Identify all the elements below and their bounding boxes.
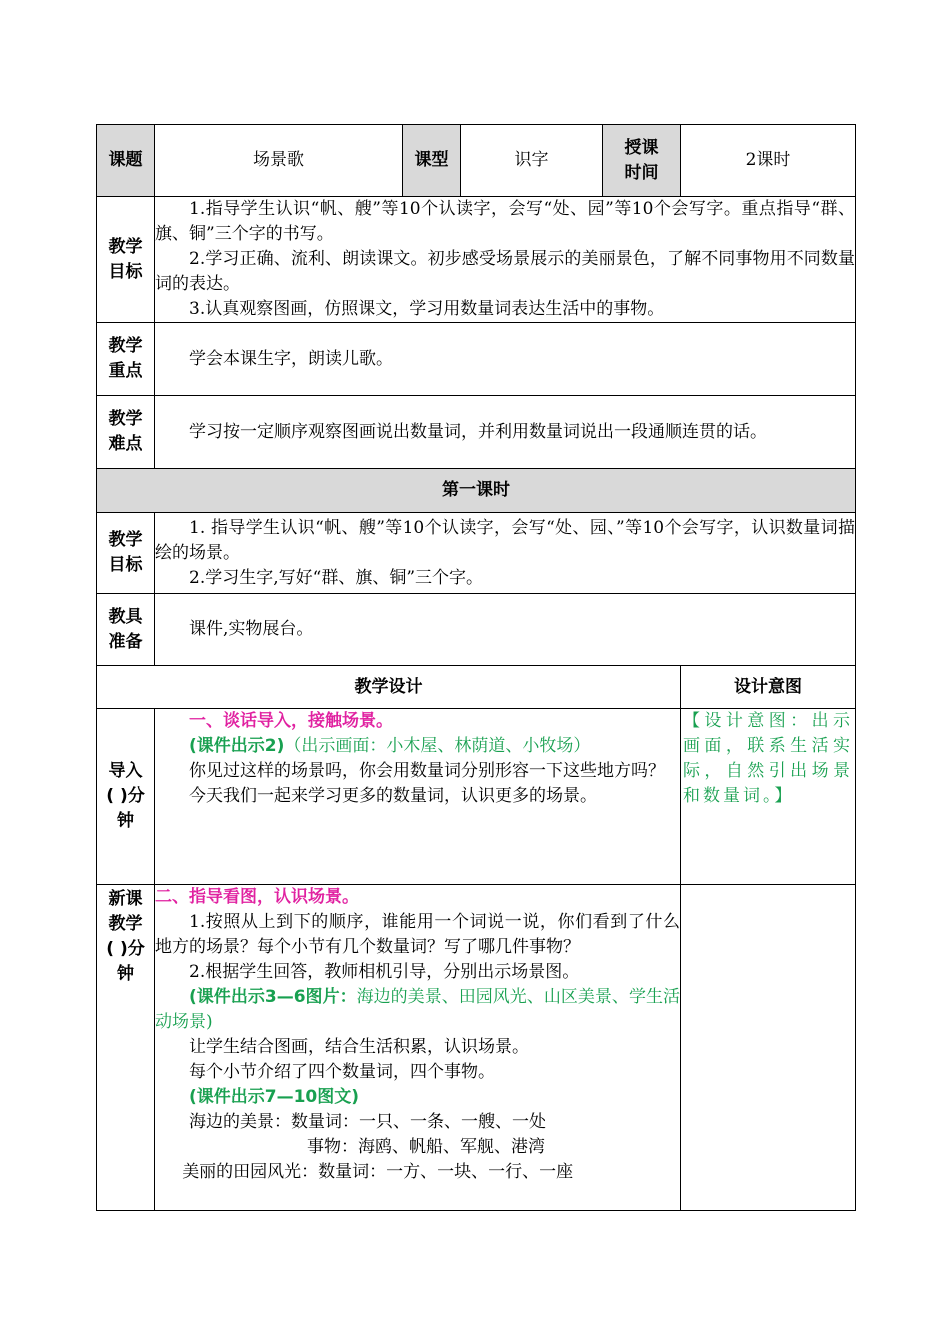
new-lesson-label: 新课 教学 ( )分 钟: [97, 885, 155, 1211]
focus-label: 教学 重点: [97, 323, 155, 396]
new-lesson-content: 二、指导看图，认识场景。 1.按照从上到下的顺序，谁能用一个词说一说，你们看到了什么地方的场景？每个小节有几个数量词？写了哪几件事物？ 2.根据学生回答，教师相机引导，分别出示场景图。 (课件出示3—6图片：海边的美景、田园风光、山区美景、学生活动场景) 让学生结合图画，结合生活积累，认识场景。 每个小节介绍了四个数量词，四个事物。 (课件出示7—10图文) 海边的美景：数量词：一只、一条、一艘、一处 事物：海鸥、帆船、军舰、港湾 美丽的田园风光：数量词：一方、一块、一行、一座: [155, 885, 681, 1211]
tools-label: 教具 准备: [97, 594, 155, 666]
lesson-plan-table: [96, 124, 856, 1211]
type-label: 课型: [403, 125, 461, 197]
tools-row: [97, 594, 856, 666]
goals-content: [155, 197, 856, 323]
time-label: 授课 时间: [603, 125, 681, 197]
difficulty-content: 学习按一定顺序观察图画说出数量词，并利用数量词说出一段通顺连贯的话。: [155, 396, 856, 469]
difficulty-label: 教学 难点: [97, 396, 155, 469]
new-lesson-row: [97, 885, 856, 1211]
intent-column-title: 设计意图: [681, 666, 856, 709]
goal-line-1: 1.指导学生认识“帆、艘”等10个认读字，会写“处、园”等10个会写字。重点指导“群、旗、铜”三个字的书写。: [155, 199, 855, 244]
new-lesson-heading: 二、指导看图，认识场景。: [155, 887, 359, 907]
topic-value: 场景歌: [155, 125, 403, 197]
topic-label: 课题: [97, 125, 155, 197]
lesson1-title-row: [97, 469, 856, 513]
goals-row: [97, 197, 856, 323]
intro-row: [97, 709, 856, 885]
intro-label: 导入 ( )分 钟: [97, 709, 155, 885]
tools-content: 课件,实物展台。: [155, 594, 856, 666]
lesson1-goals-label: 教学 目标: [97, 513, 155, 594]
focus-row: [97, 323, 856, 396]
difficulty-row: [97, 396, 856, 469]
intro-heading: 一、谈话导入，接触场景。: [189, 711, 393, 731]
courseware-3-6: (课件出示3—6图片：海边的美景、田园风光、山区美景、学生活动场景): [155, 987, 680, 1032]
time-value: 2课时: [681, 125, 856, 197]
new-lesson-intent: [681, 885, 856, 1211]
lesson1-goals-row: [97, 513, 856, 594]
lesson1-title: 第一课时: [97, 469, 856, 513]
goal-line-3: 3.认真观察图画，仿照课文，学习用数量词表达生活中的事物。: [189, 299, 665, 319]
design-column-title: 教学设计: [97, 666, 681, 709]
courseware-7-10: (课件出示7—10图文): [189, 1087, 360, 1107]
intro-content: 一、谈话导入，接触场景。 (课件出示2)（出示画面：小木屋、林荫道、小牧场） 你见过这样的场景吗，你会用数量词分别形容一下这些地方吗？ 今天我们一起来学习更多的数量词，认识更多的场景。: [155, 709, 681, 885]
header-row: [97, 125, 856, 197]
goals-label: 教学 目标: [97, 197, 155, 323]
type-value: 识字: [461, 125, 603, 197]
lesson1-goals-content: 1. 指导学生认识“帆、艘”等10个认读字，会写“处、园、”等10个会写字，认识数量词描绘的场景。 2.学习生字,写好“群、旗、铜”三个字。: [155, 513, 856, 594]
intro-courseware: (课件出示2)（出示画面：小木屋、林荫道、小牧场）: [189, 736, 591, 756]
column-header-row: [97, 666, 856, 709]
intro-intent: 【设计意图：出示画面，联系生活实际，自然引出场景和数量词。】: [681, 709, 856, 885]
goal-line-2: 2.学习正确、流利、朗读课文。初步感受场景展示的美丽景色，了解不同事物用不同数量词的表达。: [155, 249, 855, 294]
focus-content: 学会本课生字，朗读儿歌。: [155, 323, 856, 396]
